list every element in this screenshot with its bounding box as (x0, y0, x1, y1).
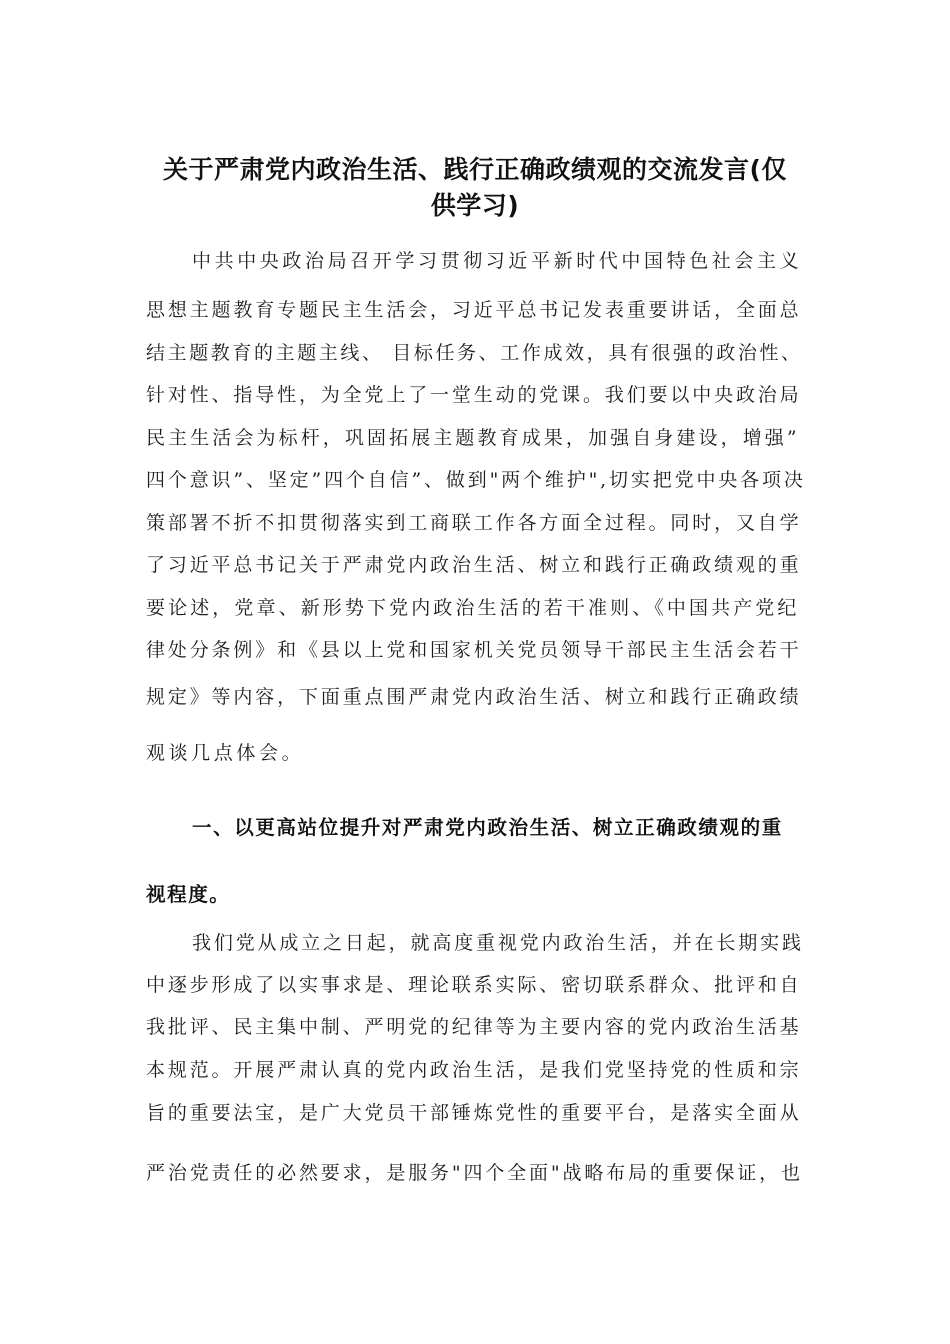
document-title-line-1: 关于严肃党内政治生活、践行正确政绩观的交流发言(仅 (163, 155, 787, 184)
section-heading-line-1: 一、以更高站位提升对严肃党内政治生活、树立正确政绩观的重 (192, 816, 783, 839)
paragraph-line: 中共中央政治局召开学习贯彻习近平新时代中国特色社会主义 (192, 250, 803, 272)
paragraph-line: 策部署不折不扣贯彻落实到工商联工作各方面全过程。同时，又自学 (146, 512, 802, 534)
paragraph-line: 严治党责任的必然要求，是服务"四个全面"战略布局的重要保证，也 (146, 1162, 803, 1184)
section-heading-line-2: 视程度。 (146, 883, 231, 906)
paragraph-line: 我批评、民主集中制、严明党的纪律等为主要内容的党内政治生活基 (146, 1016, 802, 1038)
paragraph-line: 结主题教育的主题主线、 目标任务、工作成效，具有很强的政治性、 (146, 342, 803, 364)
paragraph-line: 观谈几点体会。 (146, 742, 305, 764)
paragraph-line: 民主生活会为标杆，巩固拓展主题教育成果，加强自身建设，增强” (146, 427, 800, 449)
paragraph-line: 要论述，党章、新形势下党内政治生活的若干准则、《中国共产党纪 (146, 597, 800, 619)
paragraph-line: 中逐步形成了以实事求是、理论联系实际、密切联系群众、批评和自 (146, 974, 802, 996)
paragraph-line: 针对性、指导性，为全党上了一堂生动的党课。我们要以中央政治局 (146, 384, 802, 406)
document-title-line-2: 供学习) (430, 191, 520, 220)
paragraph-line: 我们党从成立之日起，就高度重视党内政治生活，并在长期实践 (192, 932, 804, 954)
paragraph-line: 旨的重要法宝，是广大党员干部锤炼党性的重要平台，是落实全面从 (146, 1102, 802, 1124)
paragraph-line: 了习近平总书记关于严肃党内政治生活、树立和践行正确政绩观的重 (146, 554, 802, 576)
paragraph-line: 思想主题教育专题民主生活会，习近平总书记发表重要讲话，全面总 (146, 299, 802, 321)
paragraph-line: 本规范。开展严肃认真的党内政治生活，是我们党坚持党的性质和宗 (146, 1059, 802, 1081)
paragraph-line: 律处分条例》和《县以上党和国家机关党员领导干部民主生活会若干 (146, 639, 802, 661)
paragraph-line: 四个意识”、坚定”四个自信”、做到"两个维护",切实把党中央各项决 (146, 469, 806, 491)
paragraph-line: 规定》等内容，下面重点围严肃党内政治生活、树立和践行正确政绩 (146, 686, 802, 708)
